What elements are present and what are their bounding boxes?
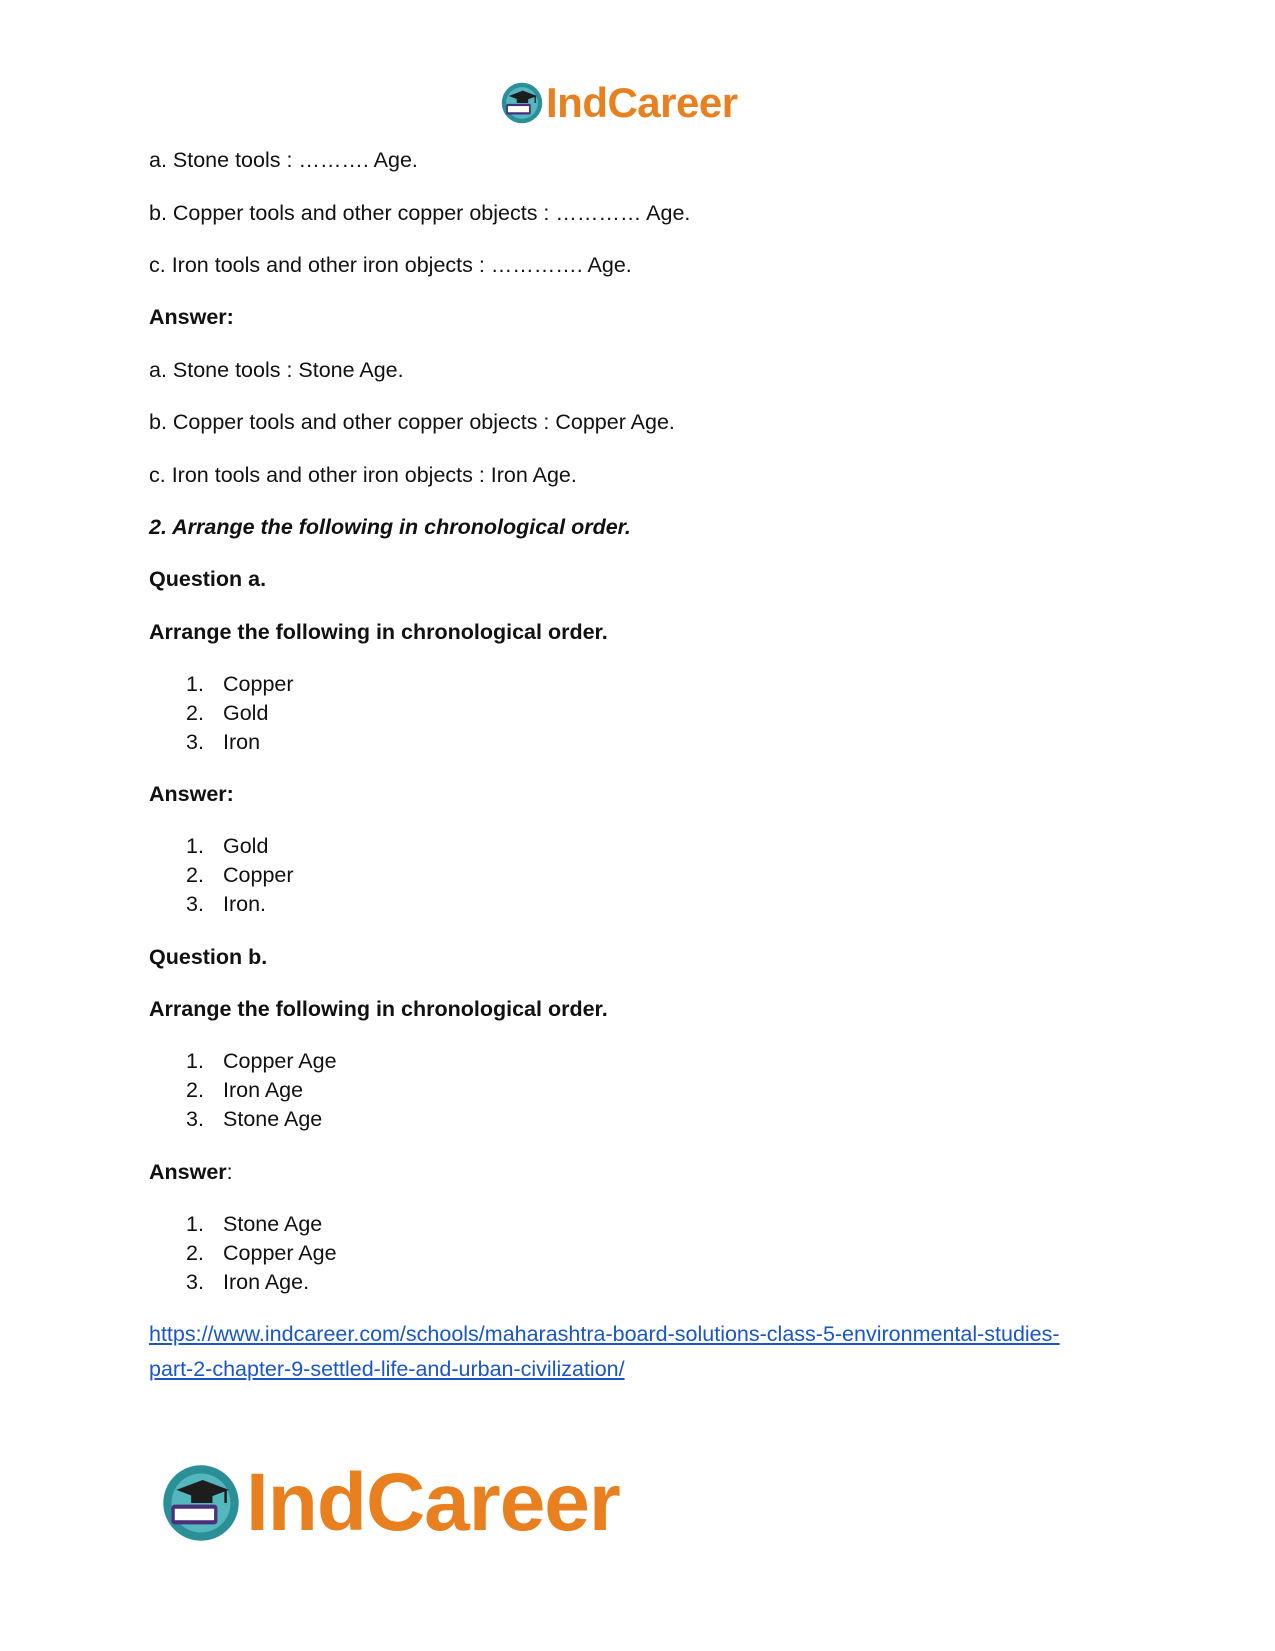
list-number: 3.	[186, 1270, 204, 1294]
list-number: 2.	[186, 701, 204, 725]
list-text: Copper	[223, 672, 294, 696]
graduation-book-icon	[160, 1462, 242, 1544]
list-text: Iron.	[223, 892, 267, 916]
list-number: 1.	[186, 672, 204, 696]
list-number: 1.	[186, 834, 204, 858]
fill-in-a: a. Stone tools : ………. Age.	[149, 148, 418, 172]
question-b-label: Question b.	[149, 945, 268, 969]
list-number: 3.	[186, 892, 204, 916]
question-a-label: Question a.	[149, 567, 267, 591]
source-link-line-2[interactable]: part-2-chapter-9-settled-life-and-urban-civilization/	[149, 1357, 625, 1381]
list-number: 1.	[186, 1049, 204, 1073]
list-text: Gold	[223, 834, 269, 858]
header-logo	[500, 78, 738, 128]
list-text: Iron Age.	[223, 1270, 310, 1294]
list-number: 3.	[186, 730, 204, 754]
question-a-answer-label: Answer:	[149, 782, 234, 806]
brand-wordmark: IndCareer	[246, 1457, 620, 1548]
list-text: Iron	[223, 730, 261, 754]
graduation-book-icon	[500, 81, 544, 125]
brand-wordmark: IndCareer	[546, 79, 738, 126]
list-text: Stone Age	[223, 1107, 323, 1131]
list-text: Stone Age	[223, 1212, 323, 1236]
question-b-answer-label	[149, 1158, 233, 1186]
answer-label: Answer:	[149, 305, 234, 329]
answer-line-c: c. Iron tools and other iron objects : Iron Age.	[149, 463, 577, 487]
list-number: 3.	[186, 1107, 204, 1131]
fill-in-c: c. Iron tools and other iron objects : …………. Age.	[149, 253, 632, 277]
section-heading: 2. Arrange the following in chronological order.	[149, 515, 631, 539]
list-number: 2.	[186, 1241, 204, 1265]
list-text: Copper Age	[223, 1049, 337, 1073]
answer-line-b: b. Copper tools and other copper objects : Copper Age.	[149, 410, 675, 434]
question-a-prompt: Arrange the following in chronological order.	[149, 620, 608, 644]
list-text: Gold	[223, 701, 269, 725]
question-b-prompt: Arrange the following in chronological order.	[149, 997, 608, 1021]
answer-line-a: a. Stone tools : Stone Age.	[149, 358, 404, 382]
source-link-line-1[interactable]: https://www.indcareer.com/schools/maharashtra-board-solutions-class-5-environmental-studies-	[149, 1322, 1060, 1346]
list-text: Copper	[223, 863, 294, 887]
footer-logo	[160, 1458, 620, 1548]
answer-colon: :	[226, 1160, 233, 1184]
list-number: 1.	[186, 1212, 204, 1236]
list-text: Copper Age	[223, 1241, 337, 1265]
list-text: Iron Age	[223, 1078, 304, 1102]
fill-in-b: b. Copper tools and other copper objects : ………… Age.	[149, 201, 691, 225]
list-number: 2.	[186, 1078, 204, 1102]
list-number: 2.	[186, 863, 204, 887]
answer-word: Answer	[149, 1160, 227, 1184]
